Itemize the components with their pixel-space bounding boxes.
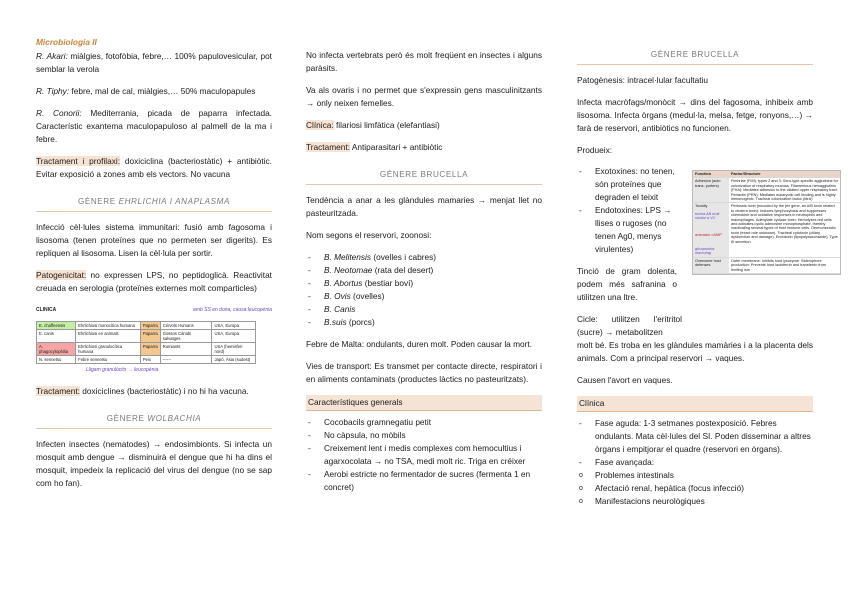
list-item: - Creixement lent i medis complexes com hemocultius i agarxocolata → no TSA, medi molt ric. Triga en créixer xyxy=(306,442,542,468)
column-right xyxy=(577,36,813,517)
tiphy-paragraph: R. Tiphy: febre, mal de cal, miàlgies,… 50% maculopapules xyxy=(36,86,256,96)
table-row: E. chaffeensis Ehrlichiosi monocítica humana Paparra Cérvols Humans USA, Europa xyxy=(37,322,256,330)
list-item: - No càpsula, no mòbils xyxy=(306,429,542,442)
subject-title: Microbiologia II xyxy=(36,37,97,47)
section-clinic-heading: Clínica xyxy=(577,396,813,412)
table-row: Adhesion (auto trans- porters) Fimbriae (FIM), types 2 and 3: Sero-type-specific agglutinins for colonization of respiratory mucosa. Filamentous hemagglutinin (FHA): Mediates adhesion to the ciliated upper respiratory tract. Pertactin (PRN): Mediates eukaryotic cell binding and is highly immunogenic. Tracheal colonization factor (btrA) xyxy=(695,179,838,202)
features-list xyxy=(306,416,542,494)
list-item: - Fase aguda: 1-3 setmanes postexposició. Febres ondulants. Mata cèl·lules del SI. Poden disseminar a altres òrgans i empitjorar el quadre (reservori en òrgans). xyxy=(577,417,813,456)
cycle-paragraph-b: molt bé. Es troba en les glàndules mamàries i a la placenta dels animals. Com a principal reservori → vaques. xyxy=(577,340,813,363)
list-item: o Afectació renal, hepàtica (focus infecció) xyxy=(577,482,813,495)
vf-annotation-1: toxina AB molt similar a VC xyxy=(695,211,720,221)
list-item: - B. Abortus (bestiar boví) xyxy=(306,277,542,290)
column-left xyxy=(36,36,272,499)
list-item: - Exotoxines: no tenen, són proteïnes que degraden el teixit xyxy=(577,165,682,204)
abortion-paragraph: Causen l'avort en vaques. xyxy=(577,375,673,385)
section-wolbachia-heading: GÈNERE WOLBACHIA xyxy=(36,412,272,429)
table-row: Overcome host defenses Outer membrane: Inhibits host lysozyme. Siderophore production: Prevents host lactoferrin and transferrin from limiting iron xyxy=(693,257,840,273)
section-general-features-heading: Característiques generals xyxy=(306,395,542,411)
vf-header-factor: Factor/Structure xyxy=(729,171,840,178)
akari-paragraph: R. Akari: miàlgies, fotofòbia, febre,… 100% papulovesicular, pot semblar la verola xyxy=(36,51,272,74)
clinic-table-figure xyxy=(36,304,272,377)
ehrlichia-treatment-paragraph: Tractament: doxiciclines (bacteriostàtic) i no hi ha vacuna. xyxy=(36,386,249,396)
species-list xyxy=(306,251,542,329)
table-row: A. phagocytophilia Ehrlichiosi granulocítica humana Paparra Rumiants USA (hemisferi nord) xyxy=(37,343,256,356)
column-middle xyxy=(306,36,542,503)
malta-fever-paragraph: Febre de Malta: ondulants, duren molt. Poden causar la mort. xyxy=(306,339,532,349)
list-item: - Cocobacils gramnegatiu petit xyxy=(306,416,542,429)
list-item: - Endotoxines: LPS → llises o rugoses (no tenen Ag0, menys virulentes) xyxy=(577,204,682,256)
table-row: Toxicity toxina AB molt similar a VC activador cAMP glicoprotina macrofag Pertussis toxin (encoded by the ptx gene, an A/B toxin related to cholera toxin): Induces lymphocytosis and suppresses chemokine and oxidative responses in neutrophils and macrophages. Adenylate cyclase toxin: Hemolyzes red cells and activates cyclic adenosine monophosphate, thereby inactivating several types of host immune cells. Dermonecrotic toxin (exact role unknown). Tracheal cytotoxin (ciliary dysfunction and damage). Endotoxin (lipopolysaccharide). Type III secretion xyxy=(693,203,840,257)
section-brucella-heading: GÈNERE BRUCELLA xyxy=(306,168,542,185)
transport-paragraph: Vies de transport: Es transmet per contacte directe, respiratori i en aliments contaminats (productes làctics no pasteuritzats). xyxy=(306,361,542,384)
conorii-paragraph: R. Conorii: Mediterrania, picada de paparra infectada. Característic exantema maculopapuloso al palmell de la ma i febre. xyxy=(36,108,272,144)
brucella-names-paragraph: Nom segons el reservori, zoonosi: xyxy=(306,230,432,240)
list-item: - B.suis (porcs) xyxy=(306,316,542,329)
list-item: o Problemes intestinals xyxy=(577,469,813,482)
vf-annotation-2: activador cAMP xyxy=(695,232,722,237)
list-item: o Manifestacions neurològiques xyxy=(577,495,813,508)
wolbachia-treatment-paragraph: Tractament: Antiparasitari + antibiòtic xyxy=(306,142,443,152)
wolbachia-clinic-paragraph: Clínica: filariosi limfàtica (elefantiasi) xyxy=(306,120,440,130)
list-item: - B. Neotomae (rata del desert) xyxy=(306,264,542,277)
wolbachia-paragraph: Infecten insectes (nematodes) → endosimbionts. Si infecta un mosquit amb dengue → disminuirà el dengue que hi ha dins el mosquit, impedeix la replicació del virus del dengue (no se sap com ho fan). xyxy=(36,439,272,488)
list-item: - B. Melitensis (ovelles i cabres) xyxy=(306,251,542,264)
pathogenicity-paragraph: Patogenicitat: no expressen LPS, no peptidoglicà. Reactivitat creuada en serologia (proteïnes externes molt comparticles) xyxy=(36,270,272,293)
wolbachia-ovaries-paragraph: Va als ovaris i no permet que s'expressin gens masculinitzants → only neixen femelles. xyxy=(306,85,542,108)
table-row: E. canis Ehrlichiosi en animals Paparra Gossos Cànids salvatges USA, Europa xyxy=(37,330,256,343)
treatment-paragraph: Tractament i profilaxi: doxiciclina (bacteriostàtic) + antibiòtic. Evitar exposició a zones amb els vectors. No vacuna xyxy=(36,156,272,179)
list-item: - B. Canis xyxy=(306,303,542,316)
ehrlichia-infection-paragraph: Infecció cèl·lules sistema immunitari: fusió amb fagosoma i lisosoma (tenen proteïnes que no permeten ser digerits). Es repliquen al lisosoma. Lisen la cèl·lula per sortir. xyxy=(36,222,272,258)
virulence-factor-table xyxy=(692,170,841,275)
clinic-sublist xyxy=(577,469,813,508)
clinic-table-header: CLINICA xyxy=(36,307,57,313)
table-row: N. sennetsu Febre sennetsu Peix ------ Japó, Àsia (sudest) xyxy=(37,356,256,364)
gram-stain-paragraph: Tinció de gram dolenta, podem més safranina o utilitzen una ltre. xyxy=(577,266,677,302)
clinic-table xyxy=(36,321,256,364)
wolbachia-vertebrates-paragraph: No infecta vertebrats però és molt freqüent en insectes i alguns paràsits. xyxy=(306,50,542,73)
brucella-tendency-paragraph: Tendència a anar a les glàndules mamaries → menjat llet no pasteuritzada. xyxy=(306,195,542,218)
pathogenesis-paragraph: Patogènesis: intracel·lular facultatiu xyxy=(577,75,708,85)
annotation-top: amb SS en dona, causa leucopènia xyxy=(193,307,272,313)
list-item: - Aerobi estricte no fermentador de sucres (fermenta 1 en concret) xyxy=(306,468,542,494)
toxins-list xyxy=(577,165,682,256)
list-item: - B. Ovis (ovelles) xyxy=(306,290,542,303)
vf-header-function: Function xyxy=(693,171,729,178)
infection-paragraph: Infecta macròfags/monòcit → dins del fagosoma, inhibeix amb lisosoma. Infecta òrgans (medul·la, melsa, fetge, ronyons,…) → farà de reservori, antibiòtics no funcionen. xyxy=(577,97,813,133)
section-ehrlichia-heading: GÈNERE EHRLICHIA I ANAPLASMA xyxy=(36,195,272,212)
cycle-paragraph-a: Cicle: utilitzen l'eritritol (sucre) → metabolitzen xyxy=(577,314,682,337)
section-brucella-heading-2: GÈNERE BRUCELLA xyxy=(577,48,813,65)
annotation-bottom: Lligam granulòcits → leucopènia xyxy=(86,367,159,373)
produeix-label: Produeix: xyxy=(577,145,613,155)
list-item: - Fase avançada: xyxy=(577,456,813,469)
clinic-list xyxy=(577,417,813,469)
vf-annotation-3: glicoprotina macrofag xyxy=(695,247,715,256)
